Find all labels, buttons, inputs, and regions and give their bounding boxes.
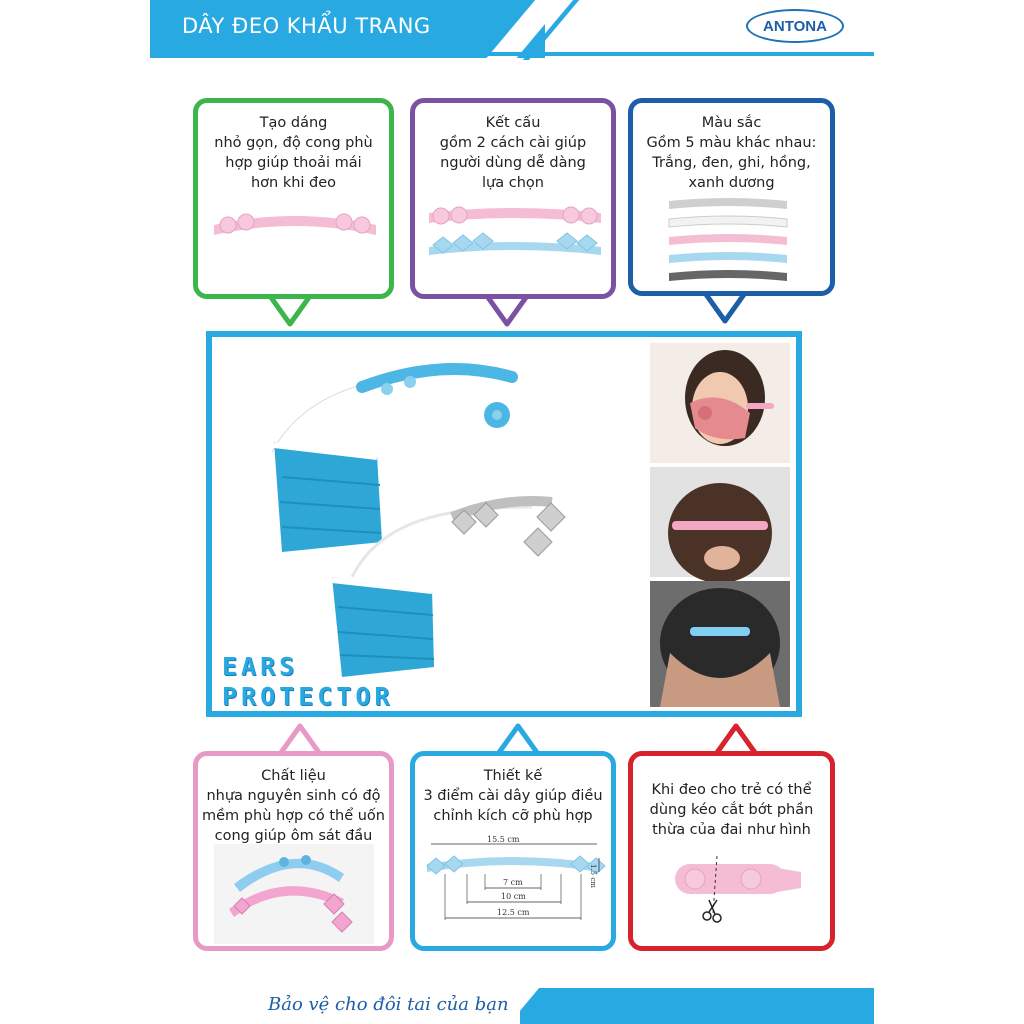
size-dimensions-diagram: [421, 834, 611, 946]
pointer-colors-box: [705, 293, 745, 321]
pointer-structure-box: [487, 296, 527, 324]
material-line: mềm phù hợp có thể uốn: [202, 808, 385, 824]
structure-line: gồm 2 cách cài giúp: [439, 135, 587, 151]
pointer-kids-box: [716, 726, 756, 754]
scissors-icon: [703, 900, 721, 922]
shape-title: Tạo dáng: [259, 115, 328, 131]
colors-title: Màu sắc: [701, 115, 762, 131]
structure-title: Kết cấu: [485, 115, 541, 131]
shape-line: nhỏ gọn, độ cong phù: [214, 135, 373, 151]
pointer-material-box: [280, 726, 320, 754]
material-feature-box: [193, 751, 394, 951]
structure-feature-box: [410, 98, 616, 299]
pointer-design-box: [498, 726, 538, 754]
colors-line: Gồm 5 màu khác nhau:: [646, 135, 817, 151]
shape-line: hơn khi đeo: [250, 175, 337, 191]
colors-feature-text: [633, 113, 830, 193]
strap-white: [669, 216, 787, 227]
caption-line: EARS: [222, 652, 299, 681]
colors-line: xanh dương: [688, 175, 775, 191]
photo-back-of-neck: [650, 581, 790, 707]
strap-cut-image: [667, 854, 807, 934]
material-title: Chất liệu: [261, 768, 326, 784]
page-title: DÂY ĐEO KHẨU TRANG: [182, 14, 431, 38]
kids-tip-box: [628, 751, 835, 951]
caption-line: PROTECTOR: [222, 682, 394, 711]
ears-protector-caption: [222, 652, 393, 712]
material-line: nhựa nguyên sinh có độ: [206, 788, 381, 804]
structure-line: người dùng dễ dàng: [440, 155, 586, 171]
material-line: cong giúp ôm sát đầu: [214, 828, 373, 844]
usage-photos: [650, 343, 790, 707]
dim-middle-label: 10 cm: [501, 892, 526, 901]
shape-line: hợp giúp thoải mái: [225, 155, 362, 171]
shape-feature-box: [193, 98, 394, 299]
kids-line: Khi đeo cho trẻ có thể: [651, 782, 812, 798]
design-title: Thiết kế: [483, 768, 543, 784]
colors-line: Trắng, đen, ghi, hồng,: [652, 155, 811, 171]
pointer-shape-box: [270, 296, 310, 324]
strap-blue: [669, 252, 787, 263]
strap-gray: [669, 198, 787, 209]
colors-feature-box: [628, 98, 835, 296]
material-feature-text: [198, 766, 389, 846]
kids-line: thừa của đai như hình: [652, 822, 811, 838]
brand-name: ANTONA: [763, 17, 827, 35]
two-strap-types-image: [425, 201, 605, 271]
strap-black: [669, 270, 787, 281]
dim-inner-label: 7 cm: [503, 878, 523, 887]
footer-slogan: Bảo vệ cho đôi tai của bạn: [268, 994, 509, 1015]
structure-feature-text: [415, 113, 611, 193]
shape-feature-text: [198, 113, 389, 193]
five-color-straps-image: [663, 193, 793, 293]
strap-pink: [669, 234, 787, 245]
design-line: 3 điểm cài dây giúp điều: [423, 788, 603, 804]
design-feature-box: [410, 751, 616, 951]
photo-back-of-head-ponytail: [650, 467, 790, 583]
photo-girl-wearing-mask: [650, 343, 790, 463]
design-feature-text: [415, 766, 611, 826]
kids-line: dùng kéo cắt bớt phần: [649, 802, 814, 818]
design-line: chỉnh kích cỡ phù hợp: [433, 808, 593, 824]
structure-line: lựa chọn: [482, 175, 544, 191]
dim-outer-label: 12.5 cm: [497, 908, 530, 917]
bent-straps-image: [214, 844, 374, 944]
kids-tip-text: [633, 780, 830, 840]
dim-total-label: 15.5 cm: [487, 835, 520, 844]
dim-height-label: 1.5 cm: [589, 864, 597, 888]
pink-strap-image: [210, 203, 380, 243]
